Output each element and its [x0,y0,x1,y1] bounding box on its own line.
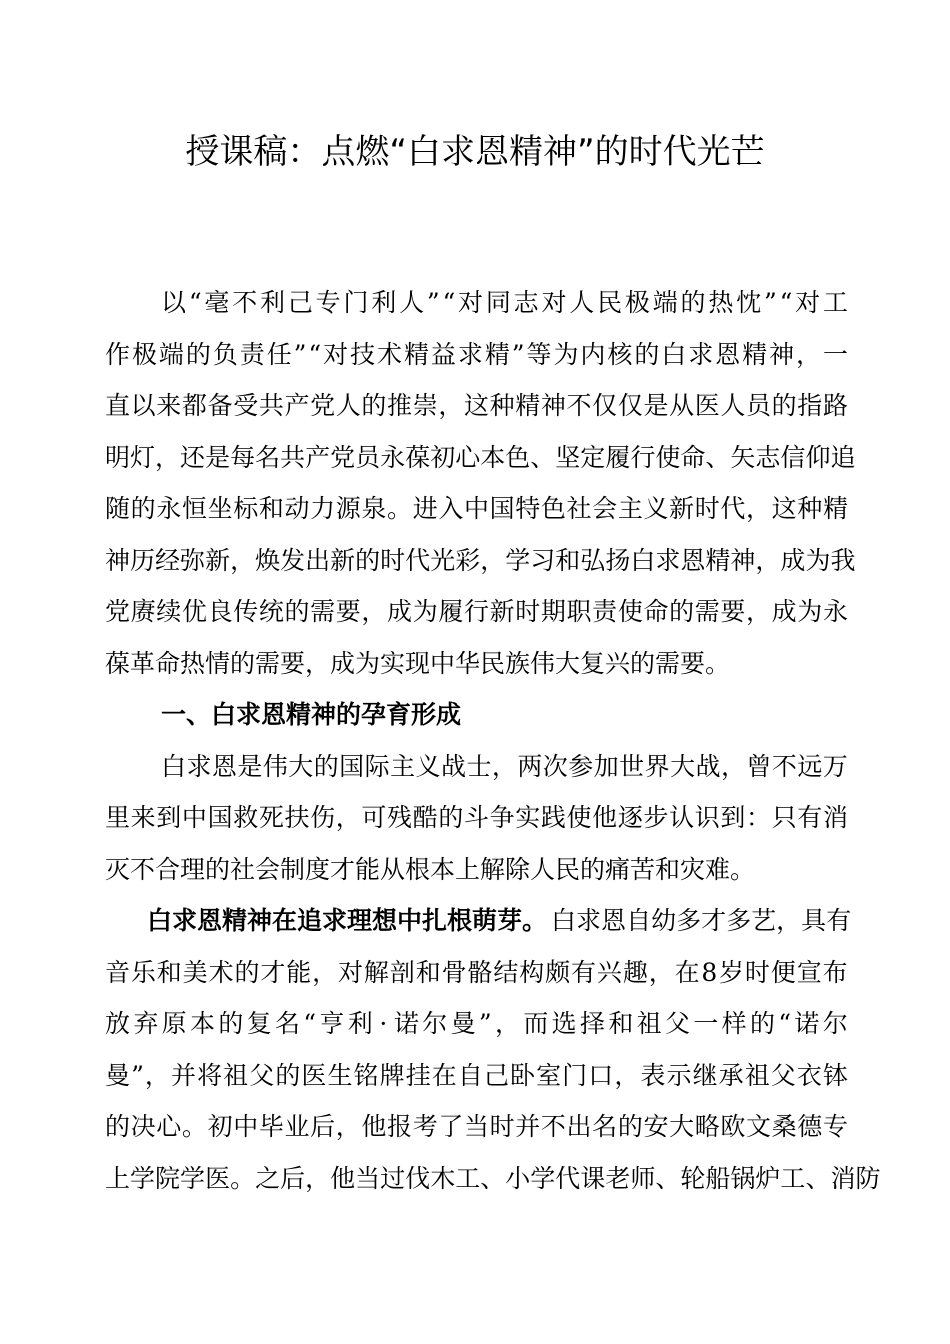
document-body [105,277,881,1204]
text-line: 里 来 到 中 国 救 死 扶 伤 ， 可 残 酷 的 斗 争 实 践 使 他 逐 步 认 识 到 ： 只 有 消 [105,803,848,832]
text-line: 灭不合理的社会制度才能从根本上解除人民的痛苦和灾难。 [105,854,756,884]
text-line: 葆革命热情的需要，成为实现中华民族伟大复兴的需要。 [105,648,731,678]
lead-line-rest: 白 求 恩 自 幼 多 才 多 艺 ， 具 有 [551,906,852,935]
text-line: 以 “ 毫 不 利 己 专 门 利 人 ” “ 对 同 志 对 人 民 极 端 的 热 忱 ” “ 对 工 [161,288,848,317]
text-line: 放 弃 原 本 的 复 名 “ 亨 利 · 诺 尔 曼 ” ， 而 选 择 和 祖 父 一 样 的 “ 诺 尔 [105,1009,848,1038]
text-line: 上 学 院 学 医 。 之 后 ， 他 当 过 伐 木 工 、 小 学 代 课 老 师 、 轮 船 锅 炉 工 、 消 防 [105,1163,881,1193]
text-line: 直 以 来 都 备 受 共 产 党 人 的 推 崇 ， 这 种 精 神 不 仅 仅 是 从 医 人 员 的 指 路 [105,391,848,420]
lead-line [147,895,852,947]
text-line: 作 极 端 的 负 责 任 ” “ 对 技 术 精 益 求 精 ” 等 为 内 核 的 白 求 恩 精 神 ， 一 [105,339,848,369]
text-line: 白 求 恩 是 伟 大 的 国 际 主 义 战 士 ， 两 次 参 加 世 界 大 战 ， 曾 不 远 万 [161,751,848,781]
paragraph-intro [105,277,856,689]
text-line: 的 决 心 。 初 中 毕 业 后 ， 他 报 考 了 当 时 并 不 出 名 的 安 大 略 欧 文 桑 德 专 [105,1112,848,1141]
bold-lead-sentence: 白求恩精神在追求理想中扎根萌芽。 [147,906,548,935]
text-line: 曼 ” ， 并 将 祖 父 的 医 生 铭 牌 挂 在 自 己 卧 室 门 口 ， 表 示 继 承 祖 父 衣 钵 [105,1060,848,1090]
document-title: 授课稿：点燃“白求恩精神”的时代光芒 [185,132,765,172]
text-line: 神 历 经 弥 新 ， 焕 发 出 新 的 时 代 光 彩 ， 学 习 和 弘 扬 白 求 恩 精 神 ， 成 为 我 [105,545,856,575]
paragraph-ideal-roots [105,895,881,1204]
text-line: 党 赓 续 优 良 传 统 的 需 要 ， 成 为 履 行 新 时 期 职 责 使 命 的 需 要 ， 成 为 永 [105,597,848,626]
text-line: 音 乐 和 美 术 的 才 能 ， 对 解 剖 和 骨 骼 结 构 颇 有 兴 趣 ， 在 8 岁 时 便 宣 布 [105,957,848,987]
text-line-with-lead [105,895,852,947]
text-line: 随 的 永 恒 坐 标 和 动 力 源 泉 。 进 入 中 国 特 色 社 会 主 义 新 时 代 ， 这 种 精 [105,494,848,523]
text-line: 明 灯 ， 还 是 每 名 共 产 党 员 永 葆 初 心 本 色 、 坚 定 履 行 使 命 、 矢 志 信 仰 追 [105,442,856,472]
paragraph-bethune-intro [105,741,848,896]
section-heading: 一、白求恩精神的孕育形成 [161,700,462,729]
